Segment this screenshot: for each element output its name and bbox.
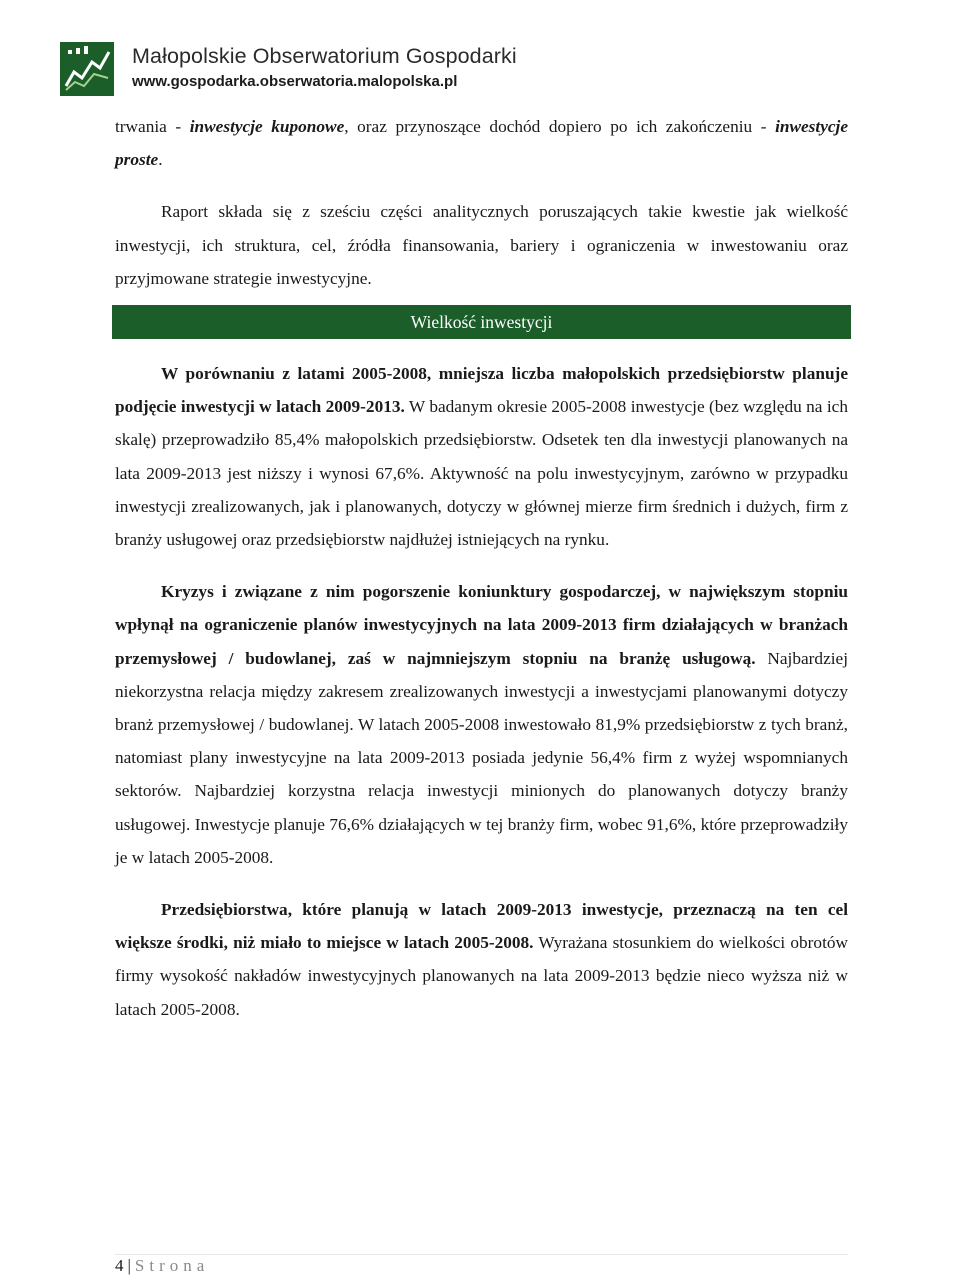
page-footer — [115, 1256, 209, 1276]
organization-name: Małopolskie Obserwatorium Gospodarki — [132, 44, 517, 68]
paragraph-lead-bold: Przedsiębiorstwa, które planują w latach 2009-2013 inwestycje, przeznaczą na ten cel większe środki, niż miało to miejsce w latach 2005-2008. — [115, 900, 848, 953]
page-number: 4 — [115, 1256, 124, 1275]
section-heading-investment-size: Wielkość inwestycji — [112, 305, 851, 339]
paragraph-body-text: Najbardziej niekorzystna relacja między zakresem zrealizowanych inwestycji a inwestycjami planowanymi dotyczy branż przemysłowej / budowlanej. W latach 2005-2008 inwestowało 81,9% przedsiębiorstw z tych branż, natomiast plany inwestycyjne na lata 2009-2013 posiada jedynie 56,4% firm z wyżej wspomnianych sektorów. Najbardziej korzystna relacja inwestycji minionych do planowanych dotyczy branży usługowej. Inwestycje planuje 76,6% działających w tej branży firm, wobec 91,6%, które przeprowadziły je w latach 2005-2008. — [115, 648, 849, 867]
text-run: . — [158, 150, 163, 170]
document-body — [115, 110, 848, 1026]
paragraph-intro-continuation — [115, 110, 848, 176]
footer-page-label: Strona — [134, 1256, 210, 1275]
paragraph-lead-bold: Kryzys i związane z nim pogorszenie koniunktury gospodarczej, w największym stopniu wpłynął na ograniczenie planów inwestycyjnych na lata 2009-2013 firm działających w branżach przemysłowej / budowlanej, zaś w najmniejszym stopniu na branżę usługową. — [115, 582, 848, 668]
paragraph-body-text: W badanym okresie 2005-2008 inwestycje (bez względu na ich skalę) przeprowadziło 85,4% małopolskich przedsiębiorstw. Odsetek ten dla inwestycji planowanych na lata 2009-2013 jest niższy i wynosi 67,6%. Aktywność na polu inwestycyjnym, zarówno w przypadku inwestycji zrealizowanych, jak i planowanych, dotyczy w głównej mierze firm średnich i dużych, firm z branży usługowej oraz przedsiębiorstw najdłużej istniejących na rynku. — [115, 397, 848, 550]
organization-url[interactable]: www.gospodarka.obserwatoria.malopolska.pl — [132, 73, 458, 90]
footer-separator: | — [127, 1256, 131, 1275]
emphasis-simple-investments: inwestycje proste — [115, 117, 849, 170]
text-run: , oraz przynoszące dochód dopiero po ich zakończeniu - — [344, 117, 776, 136]
growth-chart-logo-icon — [60, 42, 114, 96]
paragraph-investment-size — [115, 357, 848, 556]
footer-divider — [115, 1254, 848, 1255]
paragraph-report-structure: Raport składa się z sześciu części analitycznych poruszających takie kwestie jak wielkość inwestycji, ich struktura, cel, źródła finansowania, bariery i ograniczenia w inwestowaniu oraz przyjmowane strategie inwestycyjne. — [115, 202, 848, 288]
paragraph-crisis-impact — [115, 575, 848, 874]
paragraph-investment-funds — [115, 893, 848, 1026]
page-header — [60, 40, 880, 100]
text-run: trwania - — [115, 117, 190, 136]
paragraph-lead-bold: W porównaniu z latami 2005-2008, mniejsza liczba małopolskich przedsiębiorstw planuje podjęcie inwestycji w latach 2009-2013. — [115, 364, 848, 417]
emphasis-coupon-investments: inwestycje kuponowe — [189, 117, 345, 136]
paragraph-body-text: Wyrażana stosunkiem do wielkości obrotów firmy wysokość nakładów inwestycyjnych planowanych na lata 2009-2013 będzie nieco wyższa niż w latach 2005-2008. — [115, 933, 848, 1019]
